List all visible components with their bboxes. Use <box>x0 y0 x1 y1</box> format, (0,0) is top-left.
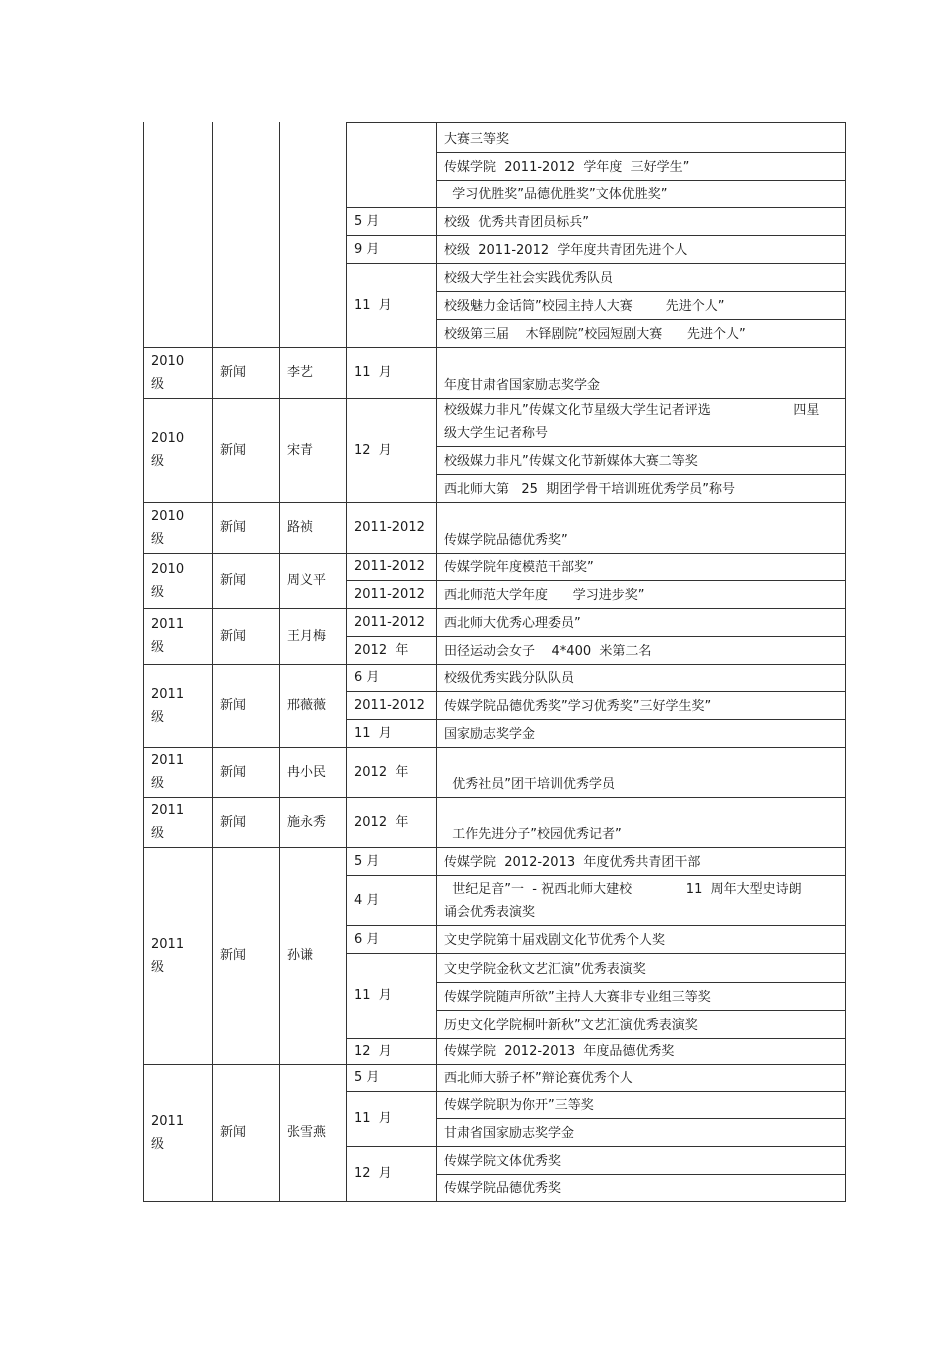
award-period: 11 月 <box>354 725 392 741</box>
table-rule <box>436 180 846 181</box>
award-text: 国家励志奖学金 <box>444 727 536 742</box>
table-rule <box>436 580 846 581</box>
award-period: 2012 年 <box>354 642 409 658</box>
table-rule <box>143 1064 846 1065</box>
table-rule <box>436 291 846 292</box>
table-rule <box>212 122 213 1202</box>
table-rule <box>143 747 846 748</box>
student-major: 新闻 <box>220 628 247 644</box>
table-rule <box>436 1010 846 1011</box>
table-rule <box>436 235 846 236</box>
student-major: 新闻 <box>220 520 247 535</box>
table-rule <box>346 122 347 1202</box>
table-rule <box>143 664 846 665</box>
award-period: 9 月 <box>354 241 380 257</box>
award-text: 校级 优秀共青团员标兵” <box>444 215 589 230</box>
award-period: 5 月 <box>354 853 380 869</box>
table-rule <box>346 1091 437 1092</box>
student-name: 冉小民 <box>287 764 327 780</box>
award-period: 12 月 <box>354 1043 392 1059</box>
award-text: 校级第三届 木铎剧院”校园短剧大赛 先进个人” <box>444 327 746 342</box>
award-text: 传媒学院品德优秀奖”学习优秀奖”三好学生奖” <box>444 699 712 714</box>
table-rule <box>143 1201 846 1202</box>
table-rule <box>436 1146 846 1147</box>
award-period: 2011-2012 <box>354 614 425 630</box>
table-rule <box>143 847 846 848</box>
student-name: 施永秀 <box>287 814 327 830</box>
table-rule <box>346 207 437 208</box>
student-grade: 2011 级 <box>151 803 185 841</box>
award-period: 6 月 <box>354 670 380 685</box>
student-grade: 2011 级 <box>151 1113 185 1152</box>
student-major: 新闻 <box>220 764 247 780</box>
table-rule <box>436 953 846 954</box>
award-period: 2012 年 <box>354 764 409 780</box>
student-grade: 2010 级 <box>151 508 185 547</box>
award-text: 传媒学院品德优秀奖 <box>444 1181 562 1196</box>
table-rule <box>143 122 144 1202</box>
award-text: 西北师大骄子杯”辩论赛优秀个人 <box>444 1071 633 1086</box>
table-rule <box>436 122 437 1202</box>
table-rule <box>436 446 846 447</box>
award-period: 4 月 <box>354 892 380 908</box>
table-rule <box>436 636 846 637</box>
award-text: 校级魅力金话筒”校园主持人大赛 先进个人” <box>444 299 725 314</box>
award-text: 校级大学生社会实践优秀队员 <box>444 271 614 286</box>
award-period: 5 月 <box>354 213 380 229</box>
award-period: 11 月 <box>354 988 392 1003</box>
student-major: 新闻 <box>220 698 247 713</box>
award-text: 田径运动会女子 4*400 米第二名 <box>444 644 652 659</box>
student-name: 宋青 <box>287 442 314 458</box>
student-major: 新闻 <box>220 948 247 963</box>
student-major: 新闻 <box>220 365 247 380</box>
table-rule <box>436 925 846 926</box>
award-text: 西北师大第 25 期团学骨干培训班优秀学员”称号 <box>444 482 735 497</box>
table-rule <box>346 235 437 236</box>
award-period: 2012 年 <box>354 814 409 830</box>
table-rule <box>143 347 846 348</box>
table-rule <box>845 122 846 1202</box>
student-grade: 2011 级 <box>151 617 185 655</box>
table-rule <box>279 122 280 1202</box>
table-rule <box>143 553 846 554</box>
table-rule <box>346 925 437 926</box>
student-name: 李艺 <box>287 365 314 380</box>
table-rule <box>346 691 437 692</box>
student-name: 邢薇薇 <box>287 698 327 713</box>
student-name: 周义平 <box>287 573 327 588</box>
award-period: 12 月 <box>354 1166 392 1181</box>
award-period: 2011-2012 <box>354 586 425 602</box>
award-period: 11 月 <box>354 1111 392 1126</box>
award-text: 传媒学院职为你开”三等奖 <box>444 1098 594 1113</box>
award-text: 西北师大优秀心理委员” <box>444 616 581 631</box>
table-rule <box>143 608 846 609</box>
table-rule <box>436 875 846 876</box>
award-text: 世纪足音”一 - 祝西北师大建校 11 周年大型史诗朗 诵会优秀表演奖 <box>444 882 802 920</box>
award-period: 12 月 <box>354 442 392 458</box>
student-name: 王月梅 <box>287 628 327 644</box>
table-rule <box>436 1174 846 1175</box>
table-rule <box>436 207 846 208</box>
table-rule <box>346 122 846 123</box>
award-period: 2011-2012 <box>354 697 425 713</box>
student-name: 路祯 <box>287 520 314 535</box>
award-text: 传媒学院年度模范干部奖” <box>444 560 594 575</box>
student-name: 张雪燕 <box>287 1125 327 1140</box>
student-major: 新闻 <box>220 814 247 830</box>
award-text: 校级媒力非凡”传媒文化节星级大学生记者评选 四星 级大学生记者称号 <box>444 403 820 441</box>
table-rule <box>346 580 437 581</box>
award-text: 优秀社员”团干培训优秀学员 <box>444 777 616 792</box>
award-period: 11 月 <box>354 365 392 380</box>
award-text: 西北师范大学年度 学习进步奖” <box>444 588 645 603</box>
award-text: 传媒学院 2012-2013 年度品德优秀奖 <box>444 1044 675 1059</box>
table-rule <box>436 152 846 153</box>
student-major: 新闻 <box>220 1125 247 1140</box>
table-rule <box>346 875 437 876</box>
student-major: 新闻 <box>220 442 247 458</box>
award-text: 文史学院第十届戏剧文化节优秀个人奖 <box>444 933 666 948</box>
student-major: 新闻 <box>220 573 247 588</box>
student-grade: 2011 级 <box>151 686 185 725</box>
student-name: 孙谦 <box>287 948 314 963</box>
award-text: 大赛三等奖 <box>444 132 510 147</box>
table-rule <box>436 1038 846 1039</box>
table-rule <box>436 319 846 320</box>
student-grade: 2011 级 <box>151 936 185 975</box>
student-grade: 2010 级 <box>151 431 185 469</box>
student-grade: 2010 级 <box>151 353 185 392</box>
table-rule <box>143 502 846 503</box>
table-rule <box>436 719 846 720</box>
table-rule <box>143 797 846 798</box>
table-rule <box>346 1146 437 1147</box>
award-text: 传媒学院 2011-2012 学年度 三好学生” <box>444 160 690 175</box>
table-rule <box>346 719 437 720</box>
award-period: 5 月 <box>354 1070 380 1085</box>
award-text: 历史文化学院桐叶新秋”文艺汇演优秀表演奖 <box>444 1018 698 1033</box>
award-text: 传媒学院随声所欲”主持人大赛非专业组三等奖 <box>444 990 711 1005</box>
table-rule <box>346 636 437 637</box>
table-rule <box>436 982 846 983</box>
table-rule <box>436 474 846 475</box>
student-grade: 2010 级 <box>151 561 185 600</box>
table-rule <box>436 263 846 264</box>
award-text: 学习优胜奖”品德优胜奖”文体优胜奖” <box>444 187 668 202</box>
award-text: 校级优秀实践分队队员 <box>444 671 575 686</box>
award-period: 2011-2012 <box>354 520 425 535</box>
award-text: 传媒学院文体优秀奖 <box>444 1154 562 1169</box>
award-text: 甘肃省国家励志奖学金 <box>444 1126 575 1141</box>
table-rule <box>436 691 846 692</box>
table-rule <box>436 1118 846 1119</box>
table-rule <box>346 263 437 264</box>
student-grade: 2011 级 <box>151 753 185 791</box>
award-text: 校级 2011-2012 学年度共青团先进个人 <box>444 243 688 258</box>
award-text: 工作先进分子”校园优秀记者” <box>444 827 622 842</box>
award-text: 年度甘肃省国家励志奖学金 <box>444 378 601 393</box>
award-text: 传媒学院 2012-2013 年度优秀共青团干部 <box>444 855 701 870</box>
table-rule <box>436 1091 846 1092</box>
award-text: 校级媒力非凡”传媒文化节新媒体大赛二等奖 <box>444 454 698 469</box>
award-period: 11 月 <box>354 297 392 313</box>
award-text: 传媒学院品德优秀奖” <box>444 533 568 548</box>
award-period: 6 月 <box>354 931 380 947</box>
award-period: 2011-2012 <box>354 559 425 574</box>
award-text: 文史学院金秋文艺汇演”优秀表演奖 <box>444 962 646 977</box>
table-rule <box>346 953 437 954</box>
